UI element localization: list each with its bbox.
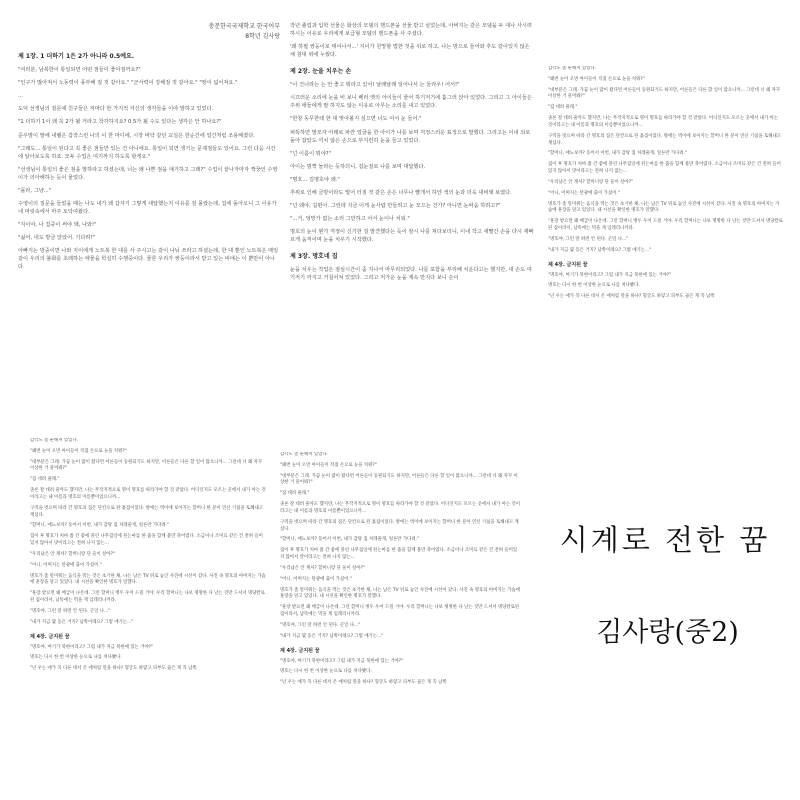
page-2-text <box>290 22 536 282</box>
paragraph: "내가 지금 몇 동은 거지? 남쪽이래요? 그렇 애기는..." <box>280 633 384 639</box>
paragraph: 명호가 좀 말미워는 음식을 먹는 것은 초기한 채, 나는 남은 TV 뒤로 놓인 사진에 시선이 갔다. 사진 속 명호의 아버지는 가슴에 훈장을 달고 있었다. 내 시선을 확인한 명호가 말했다. <box>30 573 266 586</box>
paragraph: "선생님이 통일의 좋은 점을 말하라고 하셨는데, 너는 왜 나쁜 점을 얘기하고 그래?" 수업이 끝나자마자 짝꿍인 수영이가 의아해하는 듯이 물었다. <box>18 166 278 181</box>
paragraph: 명호는 다시 한 번 이상한 눈으로 나를 쳐다봤다. <box>548 283 640 289</box>
paragraph: "그래도... 통일이 된다고 꼭 좋은 점들만 있는 건 아니에요. 통일이 되면 생기는 문제점들도 있어요. 그런 다음 시간에 알아보도록 하죠. 모두 수업은 여기까지 하도록 할게요." <box>18 145 276 160</box>
paragraph: "왜번 눈이 오면 아이들이 직접 손으로 눈을 치워?" <box>280 462 377 468</box>
paragraph: 집이 후 명호가 처마 쯤 간 좋에 몰린 나무집일에 된는마를 한 줌을 함께 불만 축어였다. 소금이나 조미료 같은 건 전혀 들어있지 않아서 맛이라고는 전혀 나지 않는... <box>548 162 781 175</box>
paragraph: ... <box>18 93 23 100</box>
paragraph: "우리났은 안 계셔? 할머니랑 단 둘이 살아?" <box>548 179 633 185</box>
document-page-3 <box>548 66 783 386</box>
paragraph: "명호야, 여기가 북한이라고? 그럼 내가 지금 북한에 있는 거야?" <box>30 644 154 650</box>
paragraph: "몰라, 그냥..." <box>18 187 52 194</box>
paragraph: 추위로 인해 금방이라도 떨어 터질 것 같은 손은 너무나 빨개서 하얀 색의 눈과 더욱 대비돼 보였다. <box>290 189 512 196</box>
chapter-heading: 제 2장. 눈을 치우는 손 <box>290 68 352 76</box>
paragraph: 집이 후 명호가 처마 쯤 간 좋에 몰린 나무집일에 된는마를 한 줌을 함께 불만 축어였다. 소금이나 조미료 같은 건 전혀 들어있지 않아서 맛이라고는 전혀 나지 않는... <box>280 548 518 561</box>
paragraph: 명호의 눈이 뭔가 걱정이 신기한 걸 발견했다는 듯이 잠시 나를 쳐다보더니, 이내 작고 새빨간 손을 다시 재빠르게 움직이며 눈을 치우기 시작했다. <box>290 229 534 244</box>
paragraph: "명호... 김명호야 왜." <box>290 176 340 183</box>
paragraph: 감각도 좀 둔해져 있었다. <box>548 66 596 71</box>
paragraph: "지이야, 나 집중이 써야 돼, 나와!" <box>18 222 97 228</box>
paragraph: "집 데려 줄래." <box>280 491 310 497</box>
author-byline <box>18 22 280 41</box>
cover-title: 시계로 전한 꿈 <box>559 523 771 557</box>
paragraph: 시끄러운 소리에 눈을 비 보니 베러 옛의 아이들이 줄어 하기저기에 흩그러 앉아 있었다. 그리고 그 아이들은 주위 애들에게 말 하지도 않는 이유로 아무는 소리를 내고 있었다. <box>290 95 532 110</box>
paragraph: "명호야, 그런 말 하면 안 된다. 곤일 나..." <box>30 608 111 614</box>
paragraph: "넌 우는 애가 꼭 다른 데서 온 애처럼 말을 하냐? 형굴도 하얗고 피부도 곱은 게 꼭 남쪽 <box>548 294 715 300</box>
document-page-4-copy <box>30 438 266 788</box>
paragraph: "대부분은 그래. 가끔 눈이 많이 왔다면 어른들이 동원되기도 하지만, 어른들은 다른 할 일이 많으니까... 그런데 너 왜 자꾸 이상한 거 물어봐?" <box>548 87 781 100</box>
chapter-heading: 제 4장. 금지된 꿈 <box>280 647 320 654</box>
paragraph: 작년 졸업과 입학 선물은 화상의 모델의 핸드폰을 선물 받고 싶었는데, 아버지는 같은 모델을 두 대나 사시려 하시는 이유로 우리에게 보급형 모델의 핸드폰을 사 주셨다. <box>290 23 532 38</box>
page-3-text <box>548 66 783 301</box>
paragraph: "한창 동무한테 한 대 맞아볼지 싶으면 너도 어서 눈 들어." <box>290 116 422 123</box>
paragraph: "...거, 엉망가 없는 소리 그만하고 어서 눈이나 치워." <box>290 215 410 222</box>
paragraph: 도덕 선생님의 질문에 친구들은 저마다 한 가지씩 자신의 생각들을 이야 말하고 있었다. <box>18 106 214 113</box>
chapter-heading: 제 4장. 금지된 꿈 <box>30 633 70 640</box>
paragraph: 아이는 멈짝 놀라는 듯하더니, 겁눈질로 나를 보며 대답했다. <box>290 163 426 170</box>
paragraph: "넌 왜야, 길편아. 그런데 지금 이게 눈사람 만들려고 눈 모으는 건가? 아니면 눈싸움 하려고?" <box>290 202 501 209</box>
paragraph: 감각도 좀 둔해져 있었다. <box>30 438 78 443</box>
paragraph: "싫어, 내도 방금 앉았어. 기다려!" <box>18 235 95 242</box>
paragraph: 졸론 잘 데려 줄까도 했지만, 나는 무작지적으로 명이 명호를 따라가야 할 것 같았다. 어디인지도 모르는 곳에서 내가 아는 것이라고는 내 이름과 명호의 이름뿐이었으니까... <box>30 488 266 500</box>
paragraph: "대부분은 그래. 가끔 눈이 많이 왔다면 어른들이 동원되기도 하지만, 어른들은 다른 할 일이 많으니까... 그런데 너 왜 자꾸 이상한 거 물어봐?" <box>280 473 518 486</box>
paragraph: "집 데려 줄래." <box>548 105 578 111</box>
byline-line: 충문한국국제학교 한국어부 <box>208 23 280 30</box>
paragraph: "어니, 어쩌지는 탄광에 출이 가셨어." <box>548 190 620 196</box>
paragraph: "훈장 받으면 왜 배급이 나온데. 그런 할머니 병두 우어 드릴 거야. 우리 할머니는 나보 명명한 다 날는 것만 드셔서 명당칼로된 집이라서, 남똑에는 먹을 게 입레리니까라. <box>30 591 265 604</box>
paragraph: 집이 후 명호가 처마 쯤 간 좋에 몰린 나무집일에 된는마를 한 줌을 함께 불만 축어였다. 소금이나 조미료 같은 건 전혀 들어있지 않아서 맛이라고는 전혀 나지 않는... <box>30 534 263 547</box>
paragraph: "1 더하기 1이 왜 꼭 2가 될 거라고 착각하지요? 0.5가 될 수도 있다는 생각은 안 하나요?" <box>18 119 222 126</box>
paragraph: 감각도 좀 둔해져 있었다. <box>280 452 328 457</box>
paragraph: "명호야, 그런 말 하면 안 된다. 곤일 나..." <box>548 236 629 242</box>
paragraph: "내가 지금 몇 동은 거지? 남쪽이래요? 그렇 애기는..." <box>30 619 134 625</box>
paragraph: "명호야, 여기가 북한이라고? 그럼 내가 지금 북한에 있는 거야?" <box>280 658 404 664</box>
paragraph: "할머니, 애뇨보까? 동어서 이번, 내가 감탕 집 처레줄게, 얼른만 가다려." <box>280 537 420 543</box>
document-page-1 <box>18 22 280 400</box>
paragraph: "왜번 눈이 오면 아이들이 직접 손으로 눈을 치워?" <box>548 76 645 82</box>
paragraph: 졸론 잘 데려 줄까도 했지만, 나는 무작지적으로 명이 명호를 따라가야 할 것 같았다. 어디인지도 모르는 곳에서 내가 아는 것이라고는 내 이름과 명호의 이름뿐이었으니까... <box>548 116 779 128</box>
paragraph: "내가 지금 몇 동은 거지? 남쪽이래요? 그렇 애기는..." <box>548 247 652 253</box>
paragraph: 구역을 벗으며 따라 간 명호의 집은 단칸으로 된 흙집이었다. 방에는 벽이에 보이지는 할머니 한 분이 연신 기침을 토해내고 계셨다. <box>548 133 781 146</box>
paragraph: 졸론 잘 데려 줄까도 했지만, 나는 무작지적으로 명이 명호를 따라가야 할 것 같았다. 어디인지도 모르는 곳에서 내가 아는 것이라고는 내 이름과 명호의 이름뿐이었으니까... <box>280 502 520 514</box>
paragraph: "대부분은 그래. 가끔 눈이 많이 왔다면 어른들이 동원되기도 하지만, 어른들은 다른 할 일이 많으니까... 그런데 너 왜 자꾸 이상한 거 물어봐?" <box>30 459 263 472</box>
paragraph: 수영이의 질문을 들었을 때는 나도 내가 왜 갑자기 그렇게 대답했는지 이유를 잘 몰랐는데, 집에 돌아오니 그 이유가 내 머릿속에서 마주 토닥여왔다. <box>18 200 277 215</box>
paragraph: 아빠지는 방중이면 나와 지이에게 노트북 한 대를 사 주시고는 같이 나눠 쓰라고 하셨는데, 한 대 뿐인 노트북은 매일같이 우리의 불화를 초래하는 애물을 학실히 수행중이다. 물론 우리가 쌍둥이라서 받고 있는 비애는 이 뿐만이 아니다. <box>18 248 279 271</box>
paragraph: 명호는 다시 한 번 이상한 눈으로 나를 쳐다봤다. <box>30 655 122 661</box>
chapter-heading: 제 1장. 1 더하기 1은 2가 아니라 0.5에요. <box>18 53 135 61</box>
paragraph: '왜 하필 쌍둥이로 태어나서...' 지이가 원망할 법한 것을 뒤로 하고, 나는 방으로 들어와 후도 같이있지 않은 채 침대 위에 누웠다. <box>290 44 530 59</box>
paragraph: "훈장 받으면 왜 배급이 나온데. 그런 할머니 병두 우어 드릴 거야. 우리 할머니는 나보 명명한 다 날는 것만 드셔서 명당칼로된 집이라서, 남똑에는 먹을 게 입레리니까라. <box>548 219 783 232</box>
page-4-text <box>30 438 266 673</box>
paragraph: "우리났은 안 계셔? 할머니랑 단 둘이 살아?" <box>30 551 115 557</box>
cover-author: 김사랑(중2) <box>596 617 739 648</box>
paragraph: "명호야, 여기가 북한이라고? 그럼 내가 지금 북한에 있는 거야?" <box>548 272 672 278</box>
paragraph: "인구가 많아져서 노동력이 풍부해 질 것 같아요." "군사력이 강해질 것 같아요." "땅이 넓어져요." <box>18 80 238 87</box>
paragraph: "어니, 어쩌지는 탄광에 출이 가셨어." <box>30 562 102 568</box>
paragraph: "왜번 눈이 오면 아이들이 직접 손으로 눈을 치워?" <box>30 448 127 454</box>
chapter-heading: 제 4장. 금지된 꿈 <box>548 261 588 268</box>
paragraph: "할머니, 애뇨보까? 동어서 이번, 내가 감탕 집 처레줄게, 얼른만 가다려." <box>548 151 688 157</box>
paragraph: 구역을 벗으며 따라 간 명호의 집은 단칸으로 된 흙집이었다. 방에는 벽이에 보이지는 할머니 한 분이 연신 기침을 토해내고 계셨다. <box>280 519 519 532</box>
paragraph: "훈장 받으면 왜 배급이 나온데. 그런 할머니 병두 우어 드릴 거야. 우리 할머니는 나보 명명한 다 날는 것만 드셔서 명당칼로된 집이라서, 남똑에는 먹을 게 입레리니까라. <box>280 605 520 618</box>
paragraph: "여러분, 남북한이 통일되면 어떤 점들이 좋아질까요?" <box>18 67 141 74</box>
paragraph: 구역을 벗으며 따라 간 명호의 집은 단칸으로 된 흙집이었다. 방에는 벽이에 보이지는 할머니 한 분이 연신 기침을 토해내고 계셨다. <box>30 505 263 518</box>
paragraph: 명호는 다시 한 번 이상한 눈으로 나를 쳐다봤다. <box>280 669 372 675</box>
document-page-2 <box>290 22 536 400</box>
paragraph: "집 데려 줄래." <box>30 477 60 483</box>
byline-line: 8학년 김사랑 <box>245 32 280 40</box>
document-page-5-copy <box>280 452 520 788</box>
paragraph: "우리났은 안 계셔? 할머니랑 단 둘이 살아?" <box>280 565 365 571</box>
chapter-heading: 제 3장. 명호네 집 <box>290 253 338 261</box>
paragraph: "명호야, 그런 말 하면 안 된다. 곤일 나..." <box>280 622 361 628</box>
page-1-text <box>18 51 280 271</box>
paragraph: "넌 이름이 뭐야?" <box>290 150 331 157</box>
paragraph: "넌 우는 애가 꼭 다른 데서 온 애처럼 말을 하냐? 형굴도 하얗고 피부도 곱은 게 꼭 남쪽 <box>30 666 197 672</box>
paragraph: "이 건너라는 는 안 좋고 뭐라고 있어! 날래날래 일어나서 는 들라우! 어서!" <box>290 82 460 89</box>
paragraph: 명호가 좀 말미워는 음식을 먹는 것은 초기한 채, 나는 남은 TV 뒤로 놓인 사진에 시선이 갔다. 사진 속 명호의 아버지는 가슴에 훈장을 달고 있었다. 내 시선을 확인한 명호가 말했다. <box>280 587 520 600</box>
paragraph: 명호가 좀 말미워는 음식을 먹는 것은 초기한 채, 나는 남은 TV 뒤로 놓인 사진에 시선이 갔다. 사진 속 명호의 아버지는 가슴에 훈장을 달고 있었다. 내 시선을 확인한 명호가 말했다. <box>548 201 780 214</box>
paragraph: 퍼뜩하면 발모자 아래로 파란 얼굴을 한 아이가 나를 보며 걱정스러운 표정으로 말했다. 그리고는 이내 되로 돌아 잡았도 끼치 않은 손으로 부지런히 눈을 들고 있었다. <box>290 129 531 144</box>
paragraph: "넌 우는 애가 꼭 다른 데서 온 애처럼 말을 하냐? 형굴도 하얗고 피부도 곱은 게 꼭 남쪽 <box>280 680 447 686</box>
paragraph: "어니, 어쩌지는 탄광에 출이 가셨어." <box>280 576 352 582</box>
paragraph: "할머니, 애뇨보까? 동어서 이번, 내가 감탕 집 처레줄게, 얼른만 가다려." <box>30 523 170 529</box>
page-5-text <box>280 452 520 687</box>
paragraph: 준우말이 말에 내뱉은 갑작스런 나의 이 한 마디에, 시장 바닥 같던 교실은 한순간에 얼간처럼 조용해졌다. <box>18 132 255 139</box>
paragraph: 눈을 치우는 작업은 점심시간이 좀 지나서 마무리되었다. 나를 포함을 부리해 치운다고는 했지만, 내 손도 여기저기 까지고 거칠어져 있었다. 그리고 저가운 눈을 계속 만지다 보니 손이 <box>290 267 532 282</box>
